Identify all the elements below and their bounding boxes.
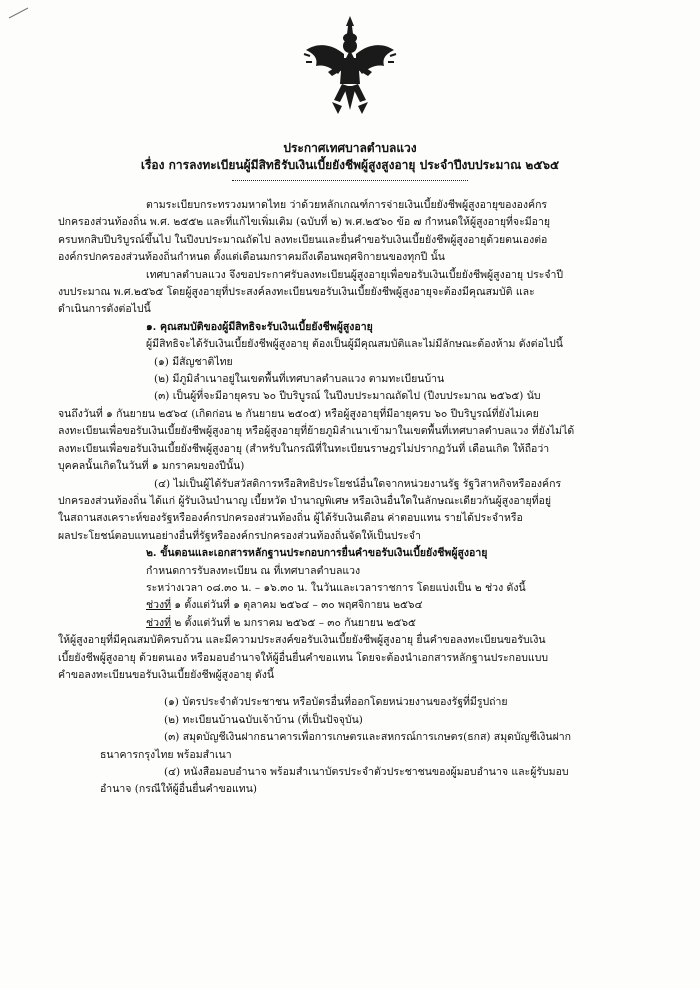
period-line (100, 615, 678, 632)
paragraph-line: ปกครองส่วนท้องถิ่น พ.ศ. ๒๕๕๒ และที่แก้ไขเพิ่มเติม (ฉบับที่ ๒) พ.ศ.๒๕๖๐ ข้อ ๗ กำหนดให้ผู้สูงอายุที่จะมีอายุ (58, 216, 550, 229)
period-line (100, 597, 678, 614)
paragraph-line: ดำเนินการดังต่อไปนี้ (58, 303, 151, 316)
scribble-mark-icon (8, 6, 30, 20)
period-dates: ๑ ตั้งแต่วันที่ ๑ ตุลาคม ๒๕๖๔ – ๓๐ พฤศจิกายน ๒๕๖๔ (171, 599, 423, 612)
paragraph-line: จนถึงวันที่ ๑ กันยายน ๒๕๖๔ (เกิดก่อน ๒ กันยายน ๒๕๐๕) หรือผู้สูงอายุที่มีอายุครบ ๖๐ ปีบริบูรณ์ที่ยังไม่เคย (58, 407, 539, 420)
paragraph-line: ลงทะเบียนเพื่อขอรับเงินเบี้ยยังชีพผู้สูงอายุ หรือผู้สูงอายุที่ย้ายภูมิลำเนาเข้ามาในเขตพื้นที่เทศบาลตำบลแวง ที่ยังไม่ได้ (58, 425, 575, 438)
list-item: (๔) หนังสือมอบอำนาจ พร้อมสำเนาบัตรประจำตัวประชาชนของผู้มอบอำนาจ และผู้รับมอบ (164, 766, 569, 778)
paragraph-line: ธนาคารกรุงไทย พร้อมสำเนา (100, 748, 232, 761)
document-body (58, 197, 678, 799)
paragraph-line: คำขอลงทะเบียนขอรับเงินเบี้ยยังชีพผู้สูงอายุ ดังนี้ (58, 668, 275, 681)
list-item: (๓) สมุดบัญชีเงินฝากธนาคารเพื่อการเกษตรและสหกรณ์การเกษตร(ธกส) สมุดบัญชีเงินฝาก (164, 731, 571, 744)
paragraph-line: ลงทะเบียนเพื่อขอรับเงินเบี้ยยังชีพผู้สูงอายุ (สำหรับในกรณีที่ในทะเบียนราษฎรไม่ปรากฏวันที่ เดือนเกิด ให้ถือว่า (58, 442, 550, 455)
paragraph-line: ให้ผู้สูงอายุที่มีคุณสมบัติครบถ้วน และมีความประสงค์ขอรับเงินเบี้ยยังชีพผู้สูงอายุ ยื่นคำขอลงทะเบียนขอรับเงิน (58, 634, 546, 647)
paragraph-line: กำหนดการรับลงทะเบียน ณ ที่เทศบาลตำบลแวง (146, 564, 361, 577)
paragraph-line: ในสถานสงเคราะห์ของรัฐหรือองค์กรปกครองส่วนท้องถิ่น ผู้ได้รับเงินเดือน ค่าตอบแทน รายได้ประจำหรือ (58, 512, 523, 525)
list-item: (๒) มีภูมิลำเนาอยู่ในเขตพื้นที่เทศบาลตำบลแวง ตามทะเบียนบ้าน (154, 373, 445, 386)
period-dates: ๒ ตั้งแต่วันที่ ๒ มกราคม ๒๕๖๕ – ๓๐ กันยายน ๒๕๖๕ (171, 616, 416, 629)
paragraph-line: อำนาจ (กรณีให้ผู้อื่นยื่นคำขอแทน) (100, 783, 257, 796)
paragraph-line: ตามระเบียบกระทรวงมหาดไทย ว่าด้วยหลักเกณฑ์การจ่ายเงินเบี้ยยังชีพผู้สูงอายุขององค์กร (146, 199, 548, 211)
list-item: (๑) บัตรประจำตัวประชาชน หรือบัตรอื่นที่ออกโดยหน่วยงานของรัฐที่มีรูปถ่าย (164, 696, 508, 709)
section-heading: ๒. ขั้นตอนและเอกสารหลักฐานประกอบการยื่นคำขอรับเงินเบี้ยยังชีพผู้สูงอายุ (146, 547, 488, 560)
paragraph-line: ครบหกสิบปีบริบูรณ์ขึ้นไป ในปีงบประมาณถัดไป ลงทะเบียนและยื่นคำขอรับเงินเบี้ยยังชีพผู้สูงอายุด้วยตนเองต่อ (58, 233, 548, 246)
paragraph-line: เทศบาลตำบลแวง จึงขอประกาศรับลงทะเบียนผู้สูงอายุเพื่อขอรับเงินเบี้ยยังชีพผู้สูงอายุ ประจำปี (146, 268, 564, 281)
list-item: (๔) ไม่เป็นผู้ได้รับสวัสดิการหรือสิทธิประโยชน์อื่นใดจากหน่วยงานรัฐ รัฐวิสาหกิจหรือองค์กร (154, 477, 562, 490)
period-label: ช่วงที่ (146, 599, 172, 612)
paragraph-line: องค์กรปกครองส่วนท้องถิ่นกำหนด ตั้งแต่เดือนมกราคมถึงเดือนพฤศจิกายนของทุกปี นั้น (58, 251, 445, 264)
document-title: ประกาศเทศบาลตำบลแวง (283, 141, 417, 155)
paragraph-line: บุคคลนั้นเกิดในวันที่ ๑ มกราคมของปีนั้น) (58, 460, 245, 473)
period-label: ช่วงที่ (146, 616, 172, 629)
section-heading: ๑. คุณสมบัติของผู้มีสิทธิจะรับเงินเบี้ยยังชีพผู้สูงอายุ (146, 320, 373, 333)
garuda-emblem-icon (302, 14, 398, 118)
paragraph-line: ปกครองส่วนท้องถิ่น ได้แก่ ผู้รับเงินบำนาญ เบี้ยหวัด บำนาญพิเศษ หรือเงินอื่นใดในลักษณะเดียวกันผู้สูงอายุที่อยู่ (58, 494, 552, 507)
dotted-divider (232, 180, 468, 181)
list-item: (๑) มีสัญชาติไทย (154, 355, 233, 368)
paragraph-line: ผลประโยชน์ตอบแทนอย่างอื่นที่รัฐหรือองค์กรปกครองส่วนท้องถิ่นจัดให้เป็นประจำ (58, 529, 421, 542)
paragraph-line: ผู้มีสิทธิจะได้รับเงินเบี้ยยังชีพผู้สูงอายุ ต้องเป็นผู้มีคุณสมบัติและไม่มีลักษณะต้องห้าม ดังต่อไปนี้ (146, 338, 563, 351)
paragraph-line: ระหว่างเวลา ๐๘.๓๐ น. – ๑๖.๓๐ น. ในวันและเวลาราชการ โดยแบ่งเป็น ๒ ช่วง ดังนี้ (146, 581, 526, 594)
list-item: (๓) เป็นผู้ที่จะมีอายุครบ ๖๐ ปีบริบูรณ์ ในปีงบประมาณถัดไป (ปีงบประมาณ ๒๕๖๕) นับ (154, 390, 541, 403)
list-item: (๒) ทะเบียนบ้านฉบับเจ้าบ้าน (ที่เป็นปัจจุบัน) (164, 713, 363, 726)
paragraph-line: เบี้ยยังชีพผู้สูงอายุ ด้วยตนเอง หรือมอบอำนาจให้ผู้อื่นยื่นคำขอแทน โดยจะต้องนำเอกสารหลักฐานประกอบแบบ (58, 651, 549, 664)
paragraph-line: งบประมาณ พ.ศ.๒๕๖๕ โดยผู้สูงอายุที่ประสงค์ลงทะเบียนขอรับเงินเบี้ยยังชีพผู้สูงอายุจะต้องมีคุณสมบัติ และ (58, 286, 535, 299)
document-subject: เรื่อง การลงทะเบียนผู้มีสิทธิรับเงินเบี้ยยังชีพผู้สูงสูงอายุ ประจำปีงบประมาณ ๒๕๖๕ (140, 158, 560, 172)
